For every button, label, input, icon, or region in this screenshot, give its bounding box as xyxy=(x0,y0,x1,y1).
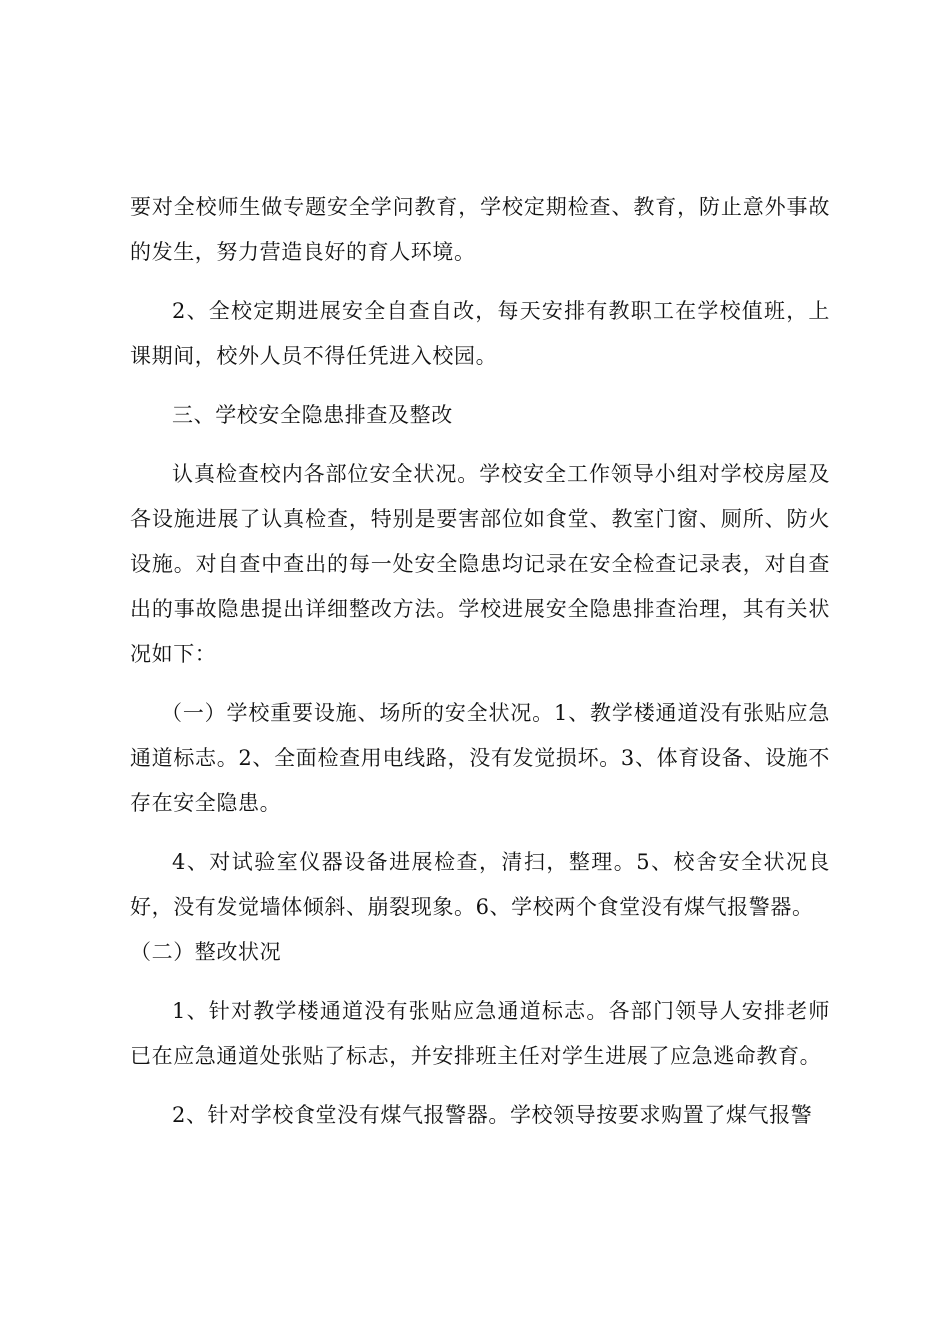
section-heading: 三、学校安全隐患排查及整改 xyxy=(172,403,453,427)
paragraph-rectification-1: 1、针对教学楼通道没有张贴应急通道标志。各部门领导人安排老师已在应急通道处张贴了标志，并安排班主任对学生进展了应急逃命教育。 xyxy=(130,999,830,1068)
paragraph-self-inspection: 2、全校定期进展安全自查自改，每天安排有教职工在学校值班，上课期间，校外人员不得任凭进入校园。 xyxy=(130,299,830,368)
paragraph-lab-equipment: 4、对试验室仪器设备进展检查，清扫，整理。5、校舍安全状况良好，没有发觉墙体倾斜、崩裂现象。6、学校两个食堂没有煤气报警器。 xyxy=(130,850,830,919)
paragraph-continuation: 要对全校师生做专题安全学问教育，学校定期检查、教育，防止意外事故的发生，努力营造良好的育人环境。 xyxy=(130,195,830,264)
document-page xyxy=(130,185,830,1152)
subsection-heading: （二）整改状况 xyxy=(130,940,282,964)
paragraph-facility-status: （一）学校重要设施、场所的安全状况。1、教学楼通道没有张贴应急通道标志。2、全面检查用电线路，没有发觉损坏。3、体育设备、设施不存在安全隐患。 xyxy=(130,701,830,815)
paragraph-rectification-2: 2、针对学校食堂没有煤气报警器。学校领导按要求购置了煤气报警 xyxy=(172,1103,813,1127)
paragraph-inspection-details: 认真检查校内各部位安全状况。学校安全工作领导小组对学校房屋及各设施进展了认真检查，特别是要害部位如食堂、教室门窗、厕所、防火设施。对自查中查出的每一处安全隐患均记录在安全检查记录表，对自查出的事故隐患提出详细整改方法。学校进展安全隐患排查治理，其有关状况如下： xyxy=(130,462,830,666)
